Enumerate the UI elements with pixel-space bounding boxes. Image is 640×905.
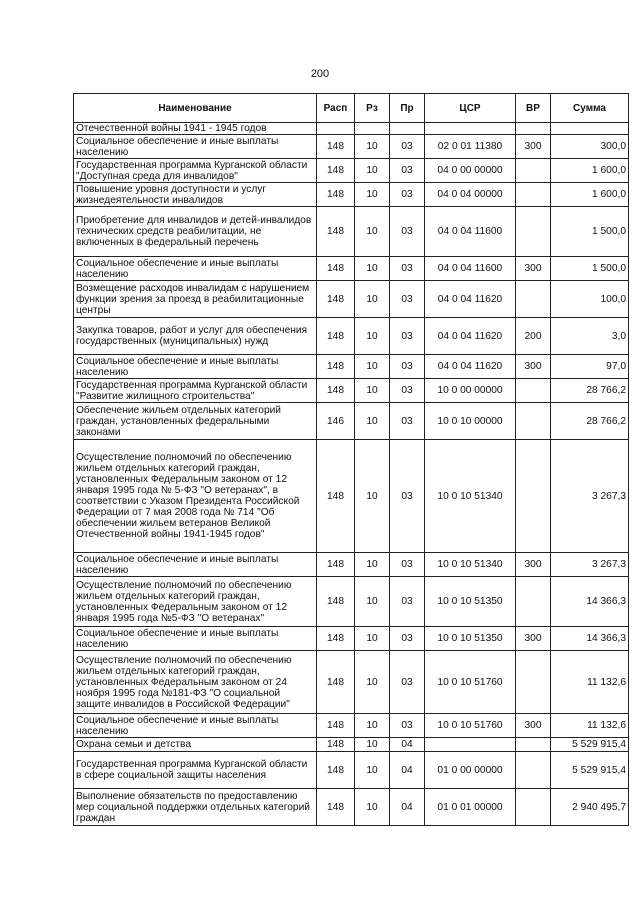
- table-body: [74, 123, 629, 826]
- cell-csr: 10 0 10 51350: [425, 577, 516, 627]
- table-row: [74, 318, 629, 355]
- cell-vr: [516, 281, 551, 318]
- cell-sum: 2 940 495,7: [551, 789, 629, 826]
- cell-rasp: 148: [317, 318, 355, 355]
- cell-rasp: 148: [317, 752, 355, 789]
- cell-vr: 300: [516, 257, 551, 281]
- table-row: [74, 752, 629, 789]
- cell-name: Государственная программа Курганской области "Доступная среда для инвалидов": [74, 159, 317, 183]
- cell-csr: 04 0 04 11600: [425, 207, 516, 257]
- cell-pr: 03: [390, 379, 425, 403]
- cell-vr: [516, 207, 551, 257]
- cell-pr: 03: [390, 159, 425, 183]
- cell-rz: 10: [355, 651, 390, 714]
- cell-vr: [516, 379, 551, 403]
- cell-rz: 10: [355, 159, 390, 183]
- cell-name: Приобретение для инвалидов и детей-инвалидов технических средств реабилитации, не включенных в федеральный перечень: [74, 207, 317, 257]
- cell-name: Закупка товаров, работ и услуг для обеспечения государственных (муниципальных) нужд: [74, 318, 317, 355]
- cell-pr: 03: [390, 714, 425, 738]
- cell-csr: 10 0 10 51340: [425, 553, 516, 577]
- cell-sum: 1 600,0: [551, 183, 629, 207]
- cell-rz: 10: [355, 135, 390, 159]
- cell-rasp: 148: [317, 281, 355, 318]
- header-rz: Рз: [355, 94, 390, 123]
- cell-pr: 03: [390, 440, 425, 553]
- table-row: [74, 789, 629, 826]
- cell-rasp: 146: [317, 403, 355, 440]
- cell-rz: 10: [355, 403, 390, 440]
- cell-pr: 03: [390, 627, 425, 651]
- cell-rasp: 148: [317, 355, 355, 379]
- cell-pr: 04: [390, 789, 425, 826]
- cell-csr: 04 0 04 11620: [425, 355, 516, 379]
- table-row: [74, 123, 629, 135]
- cell-sum: 14 366,3: [551, 627, 629, 651]
- cell-vr: [516, 123, 551, 135]
- table-row: [74, 440, 629, 553]
- cell-rasp: [317, 123, 355, 135]
- cell-pr: 03: [390, 318, 425, 355]
- cell-rz: 10: [355, 183, 390, 207]
- cell-rasp: 148: [317, 135, 355, 159]
- cell-csr: 02 0 01 11380: [425, 135, 516, 159]
- cell-csr: 10 0 10 51760: [425, 714, 516, 738]
- cell-sum: 14 366,3: [551, 577, 629, 627]
- cell-rz: 10: [355, 577, 390, 627]
- cell-name: Охрана семьи и детства: [74, 738, 317, 752]
- cell-pr: 03: [390, 281, 425, 318]
- cell-pr: 04: [390, 738, 425, 752]
- cell-vr: [516, 577, 551, 627]
- cell-sum: 28 766,2: [551, 403, 629, 440]
- cell-vr: [516, 789, 551, 826]
- cell-rasp: 148: [317, 577, 355, 627]
- cell-rasp: 148: [317, 789, 355, 826]
- cell-rasp: 148: [317, 714, 355, 738]
- header-pr: Пр: [390, 94, 425, 123]
- cell-rz: 10: [355, 752, 390, 789]
- budget-table: [73, 93, 629, 826]
- cell-rz: 10: [355, 553, 390, 577]
- cell-pr: 03: [390, 207, 425, 257]
- cell-name: Социальное обеспечение и иные выплаты населению: [74, 714, 317, 738]
- cell-name: Социальное обеспечение и иные выплаты населению: [74, 135, 317, 159]
- table-row: [74, 738, 629, 752]
- cell-rasp: 148: [317, 379, 355, 403]
- cell-pr: 04: [390, 752, 425, 789]
- cell-vr: [516, 183, 551, 207]
- cell-rz: 10: [355, 789, 390, 826]
- cell-pr: 03: [390, 651, 425, 714]
- cell-name: Социальное обеспечение и иные выплаты населению: [74, 627, 317, 651]
- cell-sum: 3,0: [551, 318, 629, 355]
- cell-sum: 28 766,2: [551, 379, 629, 403]
- table-row: [74, 281, 629, 318]
- header-vr: ВР: [516, 94, 551, 123]
- cell-vr: 200: [516, 318, 551, 355]
- cell-sum: 11 132,6: [551, 651, 629, 714]
- cell-rasp: 148: [317, 159, 355, 183]
- cell-rasp: 148: [317, 257, 355, 281]
- cell-vr: 300: [516, 714, 551, 738]
- cell-sum: 3 267,3: [551, 553, 629, 577]
- table-row: [74, 627, 629, 651]
- cell-pr: [390, 123, 425, 135]
- table-row: [74, 553, 629, 577]
- table-row: [74, 207, 629, 257]
- cell-sum: 5 529 915,4: [551, 738, 629, 752]
- cell-csr: 04 0 00 00000: [425, 159, 516, 183]
- table-row: [74, 183, 629, 207]
- cell-csr: 01 0 01 00000: [425, 789, 516, 826]
- cell-vr: [516, 651, 551, 714]
- cell-vr: [516, 403, 551, 440]
- cell-name: Отечественной войны 1941 - 1945 годов: [74, 123, 317, 135]
- cell-csr: 04 0 04 00000: [425, 183, 516, 207]
- cell-csr: 10 0 10 00000: [425, 403, 516, 440]
- table-row: [74, 403, 629, 440]
- cell-csr: 10 0 10 51350: [425, 627, 516, 651]
- cell-rz: 10: [355, 281, 390, 318]
- cell-name: Социальное обеспечение и иные выплаты населению: [74, 355, 317, 379]
- cell-sum: 300,0: [551, 135, 629, 159]
- cell-vr: 300: [516, 553, 551, 577]
- cell-rz: 10: [355, 318, 390, 355]
- cell-name: Государственная программа Курганской области в сфере социальной защиты населения: [74, 752, 317, 789]
- cell-pr: 03: [390, 355, 425, 379]
- table-row: [74, 159, 629, 183]
- table-row: [74, 135, 629, 159]
- cell-rz: 10: [355, 257, 390, 281]
- cell-sum: 5 529 915,4: [551, 752, 629, 789]
- cell-csr: 01 0 00 00000: [425, 752, 516, 789]
- cell-csr: 04 0 04 11600: [425, 257, 516, 281]
- cell-vr: 300: [516, 627, 551, 651]
- cell-rasp: 148: [317, 207, 355, 257]
- cell-sum: 100,0: [551, 281, 629, 318]
- cell-sum: 3 267,3: [551, 440, 629, 553]
- cell-csr: 04 0 04 11620: [425, 281, 516, 318]
- table-row: [74, 651, 629, 714]
- cell-pr: 03: [390, 183, 425, 207]
- cell-name: Обеспечение жильем отдельных категорий граждан, установленных федеральными законами: [74, 403, 317, 440]
- cell-name: Социальное обеспечение и иные выплаты населению: [74, 257, 317, 281]
- cell-csr: 10 0 10 51760: [425, 651, 516, 714]
- cell-rasp: 148: [317, 440, 355, 553]
- cell-rz: [355, 123, 390, 135]
- header-sum: Сумма: [551, 94, 629, 123]
- cell-name: Осуществление полномочий по обеспечению жильем отдельных категорий граждан, установленных Федеральным законом от 24 ноября 1995 года №181-ФЗ "О социальной защите инвалидов в Российской Федерации": [74, 651, 317, 714]
- cell-sum: [551, 123, 629, 135]
- cell-rz: 10: [355, 207, 390, 257]
- cell-name: Государственная программа Курганской области "Развитие жилищного строительства": [74, 379, 317, 403]
- cell-pr: 03: [390, 403, 425, 440]
- cell-rz: 10: [355, 379, 390, 403]
- cell-name: Социальное обеспечение и иные выплаты населению: [74, 553, 317, 577]
- cell-vr: [516, 159, 551, 183]
- cell-pr: 03: [390, 553, 425, 577]
- header-rasp: Расп: [317, 94, 355, 123]
- table-row: [74, 714, 629, 738]
- cell-pr: 03: [390, 135, 425, 159]
- cell-csr: [425, 738, 516, 752]
- cell-rz: 10: [355, 355, 390, 379]
- page-number: 200: [310, 68, 330, 80]
- cell-vr: [516, 440, 551, 553]
- cell-name: Возмещение расходов инвалидам с нарушением функции зрения за проезд в реабилитационные центры: [74, 281, 317, 318]
- cell-pr: 03: [390, 257, 425, 281]
- cell-csr: 10 0 00 00000: [425, 379, 516, 403]
- cell-csr: 10 0 10 51340: [425, 440, 516, 553]
- cell-rasp: 148: [317, 738, 355, 752]
- cell-name: Повышение уровня доступности и услуг жизнедеятельности инвалидов: [74, 183, 317, 207]
- cell-rz: 10: [355, 627, 390, 651]
- cell-name: Осуществление полномочий по обеспечению жильем отдельных категорий граждан, установленных Федеральным законом от 12 января 1995 года №5-ФЗ "О ветеранах": [74, 577, 317, 627]
- cell-rasp: 148: [317, 627, 355, 651]
- cell-rz: 10: [355, 738, 390, 752]
- cell-vr: 300: [516, 135, 551, 159]
- cell-rasp: 148: [317, 651, 355, 714]
- cell-sum: 1 500,0: [551, 207, 629, 257]
- cell-csr: [425, 123, 516, 135]
- cell-sum: 1 600,0: [551, 159, 629, 183]
- cell-csr: 04 0 04 11620: [425, 318, 516, 355]
- table-row: [74, 355, 629, 379]
- table-row: [74, 257, 629, 281]
- cell-vr: 300: [516, 355, 551, 379]
- cell-sum: 1 500,0: [551, 257, 629, 281]
- table-row: [74, 379, 629, 403]
- cell-rz: 10: [355, 440, 390, 553]
- cell-rasp: 148: [317, 183, 355, 207]
- header-name: Наименование: [74, 94, 317, 123]
- cell-sum: 11 132,6: [551, 714, 629, 738]
- cell-vr: [516, 738, 551, 752]
- table-header-row: [74, 94, 629, 123]
- table-row: [74, 577, 629, 627]
- cell-rasp: 148: [317, 553, 355, 577]
- cell-sum: 97,0: [551, 355, 629, 379]
- cell-vr: [516, 752, 551, 789]
- header-csr: ЦСР: [425, 94, 516, 123]
- cell-pr: 03: [390, 577, 425, 627]
- cell-name: Осуществление полномочий по обеспечению жильем отдельных категорий граждан, установленных Федеральным законом от 12 января 1995 года № 5-ФЗ "О ветеранах", в соответствии с Указом Президента Российской Федерации от 7 мая 2008 года № 714 "Об обеспечении жильем ветеранов Великой Отечественной войны 1941-1945 годов": [74, 440, 317, 553]
- cell-rz: 10: [355, 714, 390, 738]
- cell-name: Выполнение обязательств по предоставлению мер социальной поддержки отдельных категорий граждан: [74, 789, 317, 826]
